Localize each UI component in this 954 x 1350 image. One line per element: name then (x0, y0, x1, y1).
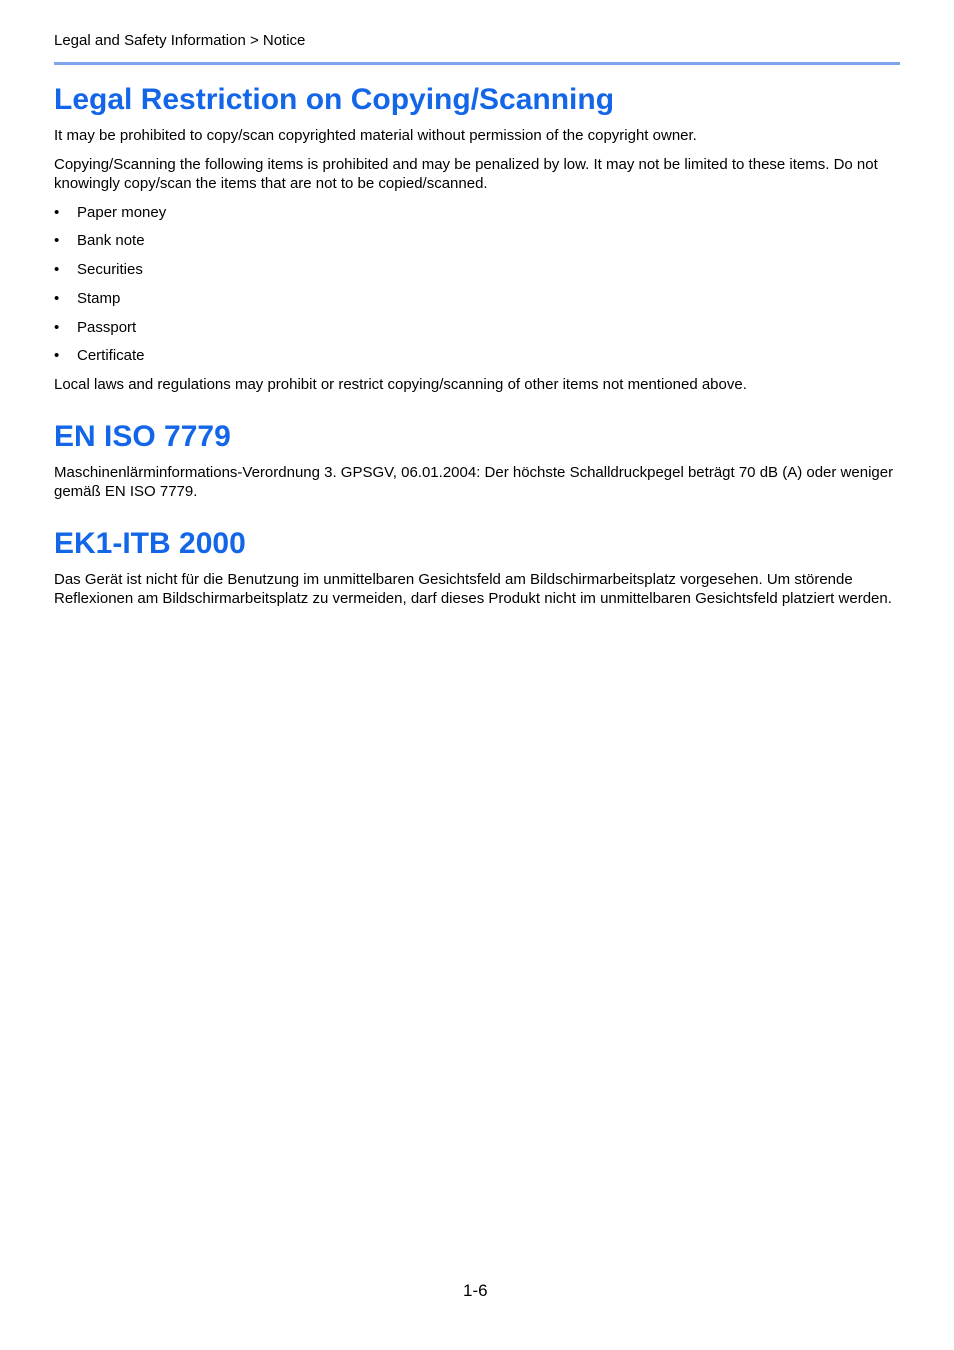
bullet-icon: • (54, 318, 60, 336)
header-divider (54, 62, 900, 65)
bullet-icon: • (54, 289, 60, 307)
list-item (54, 318, 900, 338)
list-item-label: Securities (77, 261, 143, 279)
copying-paragraph-3: Local laws and regulations may prohibit or restrict copying/scanning of other items not mentioned above. (54, 376, 747, 394)
page-content (54, 82, 900, 609)
section-title-iso: EN ISO 7779 (54, 419, 231, 453)
list-item (54, 203, 900, 223)
bullet-icon: • (54, 232, 60, 250)
prohibited-items-list (54, 203, 900, 366)
bullet-icon: • (54, 347, 60, 365)
list-item (54, 346, 900, 366)
list-item-label: Certificate (77, 347, 145, 365)
page-number: 1-6 (463, 1281, 488, 1300)
copying-paragraph-1: It may be prohibited to copy/scan copyrighted material without permission of the copyright owner. (54, 127, 697, 144)
copying-paragraph-2: Copying/Scanning the following items is prohibited and may be penalized by low. It may not be limited to these items. Do not knowingly copy/scan the items that are not to be copied/scanned. (54, 155, 878, 192)
bullet-icon: • (54, 261, 60, 279)
iso-paragraph: Maschinenlärminformations-Verordnung 3. GPSGV, 06.01.2004: Der höchste Schalldruckpegel beträgt 70 dB (A) oder weniger gemäß EN ISO 7779. (54, 463, 894, 501)
list-item-label: Paper money (77, 203, 167, 221)
list-item-label: Bank note (77, 232, 145, 250)
breadcrumb: Legal and Safety Information > Notice (54, 32, 306, 49)
list-item (54, 231, 900, 251)
list-item-label: Passport (77, 318, 137, 336)
list-item (54, 289, 900, 309)
ek1-paragraph: Das Gerät ist nicht für die Benutzung im unmittelbaren Gesichtsfeld am Bildschirmarbeitsplatz vorgesehen. Um störende Reflexionen am Bildschirmarbeitsplatz zu vermeiden, darf dieses Produkt nicht im unmittelbaren Gesichtsfeld platziert werden. (54, 570, 892, 608)
list-item-label: Stamp (77, 289, 121, 307)
section-title-ek1: EK1-ITB 2000 (54, 526, 246, 560)
bullet-icon: • (54, 203, 60, 221)
section-title-copying: Legal Restriction on Copying/Scanning (54, 83, 615, 116)
list-item (54, 260, 900, 280)
